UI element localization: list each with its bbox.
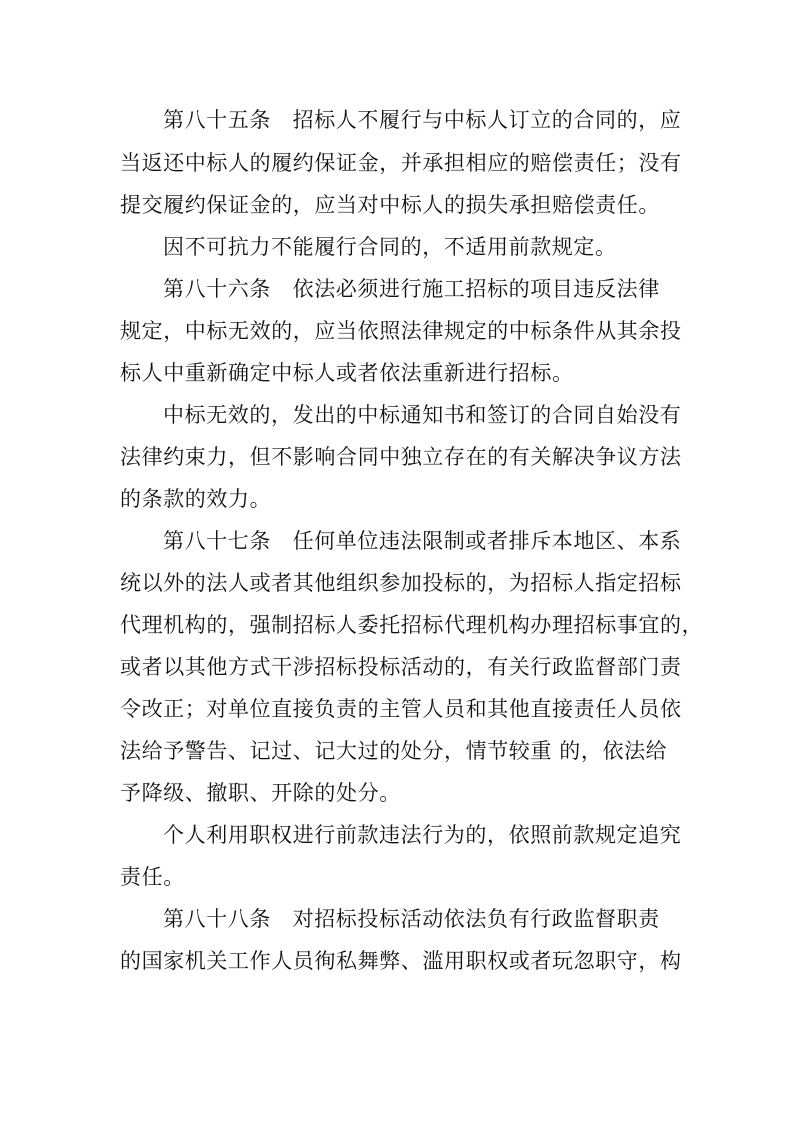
text-line: 标人中重新确定中标人或者依法重新进行招标。 [120, 361, 574, 385]
text-line: 因不可抗力不能履行合同的，不适用前款规定。 [163, 235, 617, 259]
text-line: 的条款的效力。 [120, 487, 272, 511]
text-line: 中标无效的，发出的中标通知书和签订的合同自始没有 [163, 403, 682, 427]
text-line: 提交履约保证金的，应当对中标人的损失承担赔偿责任。 [120, 193, 660, 217]
text-line: 的国家机关工作人员徇私舞弊、滥用职权或者玩忽职守，构 [120, 949, 682, 973]
text-line: 当返还中标人的履约保证金，并承担相应的赔偿责任；没有 [120, 151, 682, 175]
text-line: 第八十六条 依法必须进行施工招标的项目违反法律 [163, 277, 660, 301]
text-line: 责任。 [120, 865, 185, 889]
text-line: 第八十八条 对招标投标活动依法负有行政监督职责 [163, 907, 660, 931]
text-line: 或者以其他方式干涉招标投标活动的，有关行政监督部门责 [120, 655, 682, 679]
text-line: 个人利用职权进行前款违法行为的，依照前款规定追究 [163, 823, 682, 847]
text-line: 统以外的法人或者其他组织参加投标的，为招标人指定招标 [120, 571, 682, 595]
text-line: 予降级、撤职、开除的处分。 [120, 781, 401, 805]
text-line: 法律约束力，但不影响合同中独立存在的有关解决争议方法 [120, 445, 682, 469]
text-line: 第八十七条 任何单位违法限制或者排斥本地区、本系 [163, 529, 682, 553]
text-line: 法给予警告、记过、记大过的处分，情节较重 的，依法给 [120, 739, 668, 763]
text-line: 规定，中标无效的，应当依照法律规定的中标条件从其余投 [120, 319, 682, 343]
text-line: 第八十五条 招标人不履行与中标人订立的合同的，应 [163, 108, 682, 132]
text-line: 代理机构的，强制招标人委托招标代理机构办理招标事宜的， [120, 613, 704, 637]
text-line: 令改正；对单位直接负责的主管人员和其他直接责任人员依 [120, 697, 682, 721]
